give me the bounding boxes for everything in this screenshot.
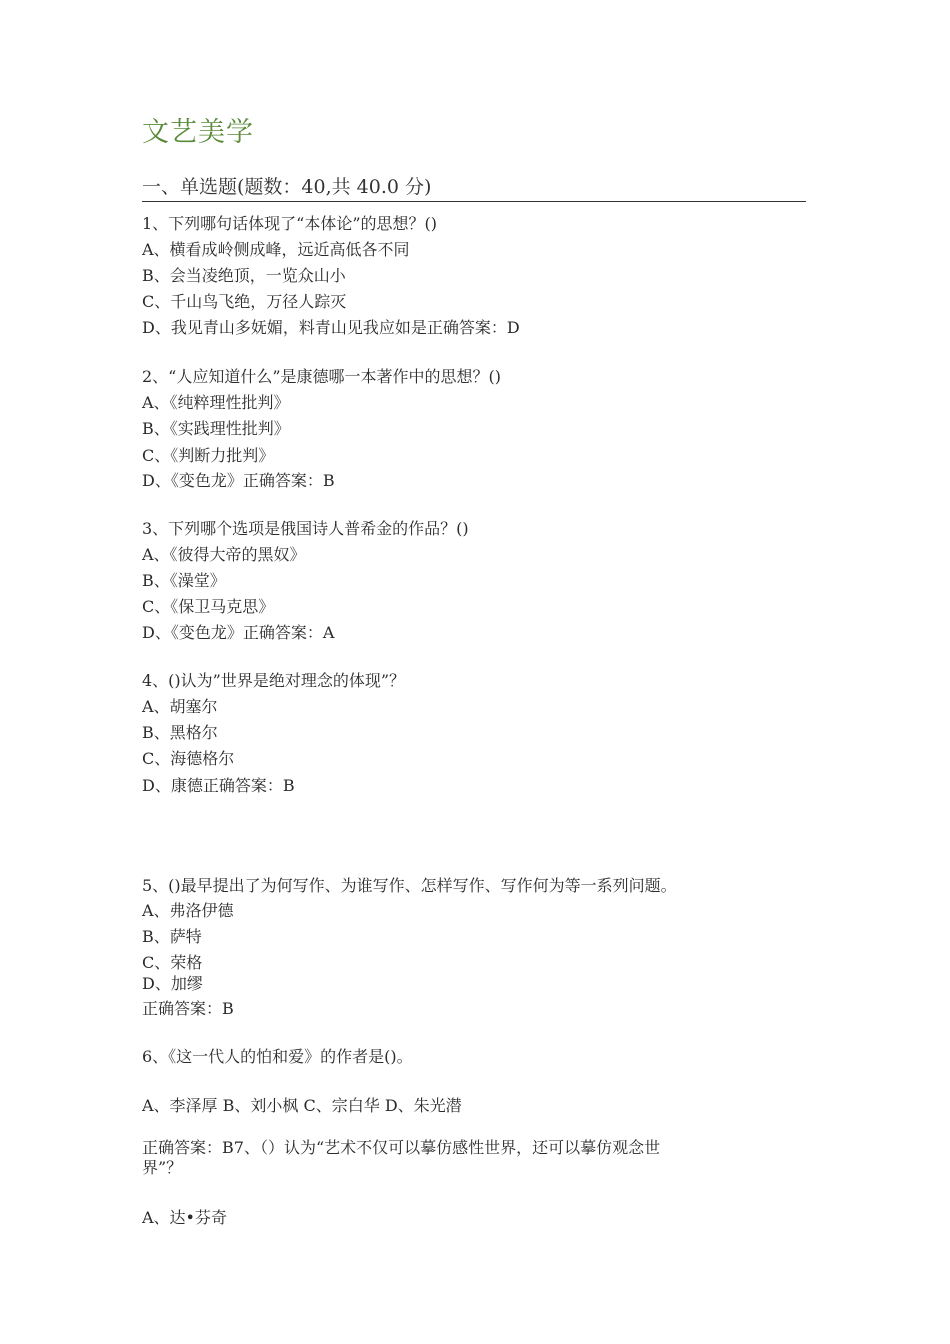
text-line: B、《澡堂》 <box>142 571 226 590</box>
text-line: A、《彼得大帝的黑奴》 <box>142 545 306 564</box>
text-line: C、《保卫马克思》 <box>142 597 275 616</box>
text-line: B、萨特 <box>142 927 202 946</box>
text-line: C、《判断力批判》 <box>142 446 275 465</box>
text-line: 正确答案：B <box>142 999 234 1018</box>
text-line: B、会当凌绝顶，一览众山小 <box>142 266 346 285</box>
text-line: 2、“人应知道什么”是康德哪一本著作中的思想？() <box>142 367 502 386</box>
text-line: 3、下列哪个选项是俄国诗人普希金的作品？() <box>142 519 469 538</box>
document-title: 文艺美学 <box>142 117 254 148</box>
text-line: 正确答案：B7、（）认为“艺术不仅可以摹仿感性世界，还可以摹仿观念世 <box>142 1138 661 1157</box>
text-line: A、李泽厚 B、刘小枫 C、宗白华 D、朱光潜 <box>142 1096 462 1115</box>
text-line: D、加缪 <box>142 974 203 993</box>
text-line: D、我见青山多妩媚，料青山见我应如是正确答案：D <box>142 318 520 337</box>
text-line: D、《变色龙》正确答案：B <box>142 471 335 490</box>
text-line: A、弗洛伊德 <box>142 901 234 920</box>
text-line: A、胡塞尔 <box>142 697 218 716</box>
text-line: 4、()认为”世界是绝对理念的体现”？ <box>142 671 406 690</box>
text-line: C、海德格尔 <box>142 749 235 768</box>
text-line: A、达•芬奇 <box>142 1208 227 1227</box>
text-line: C、千山鸟飞绝，万径人踪灭 <box>142 292 347 311</box>
text-line: 5、()最早提出了为何写作、为谁写作、怎样写作、写作何为等一系列问题。 <box>142 876 677 895</box>
text-line: 6、《这一代人的怕和爱》的作者是()。 <box>142 1047 413 1066</box>
text-line: 1、下列哪句话体现了“本体论”的思想？() <box>142 214 438 233</box>
text-line: B、《实践理性批判》 <box>142 419 290 438</box>
text-line: A、横看成岭侧成峰，远近高低各不同 <box>142 240 410 259</box>
text-line: D、康德正确答案：B <box>142 776 295 795</box>
text-line: D、《变色龙》正确答案：A <box>142 623 335 642</box>
text-line: 界”？ <box>142 1158 183 1177</box>
text-line: B、黑格尔 <box>142 723 218 742</box>
text-line: A、《纯粹理性批判》 <box>142 393 290 412</box>
text-line: C、荣格 <box>142 953 203 972</box>
section-heading: 一、单选题(题数：40,共 40.0 分) <box>142 172 806 202</box>
